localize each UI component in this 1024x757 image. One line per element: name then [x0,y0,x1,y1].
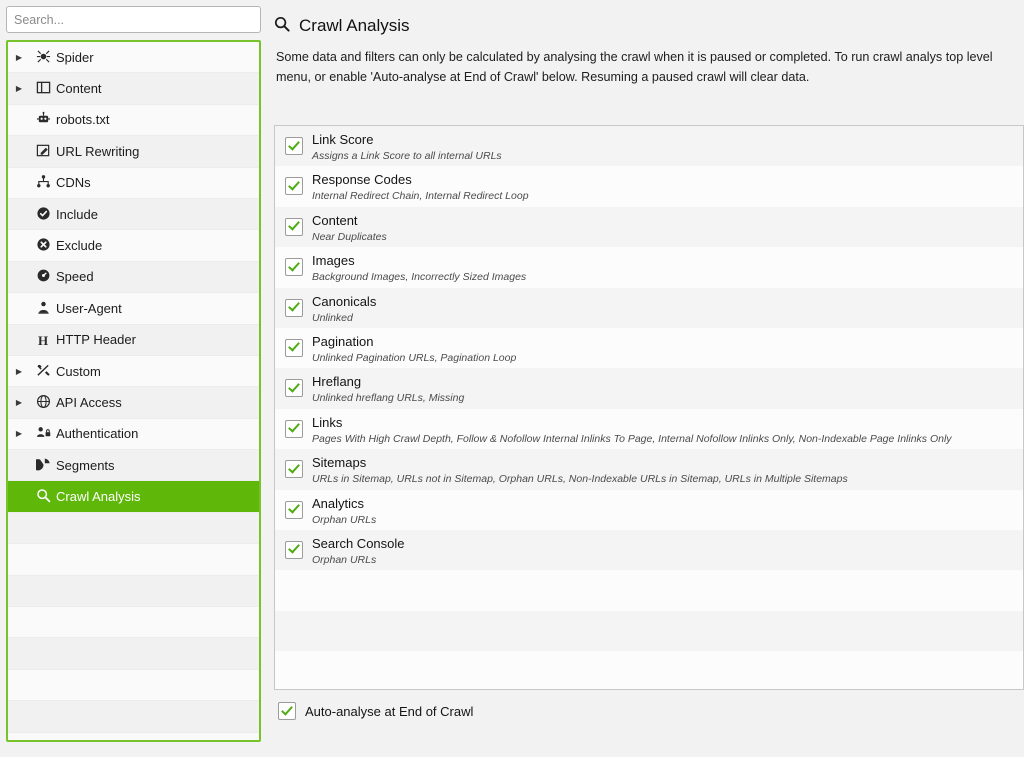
sidebar-item-robots-txt[interactable] [8,105,259,136]
sidebar-empty-row [8,544,259,575]
expand-arrow-icon[interactable]: ▶ [15,366,23,376]
robot-icon [30,111,56,128]
analysis-option-row[interactable] [275,409,1023,449]
sidebar-item-label: HTTP Header [56,332,136,348]
http-header-icon: H [37,332,49,348]
analysis-option-checkbox[interactable] [285,501,303,519]
analysis-option-checkbox[interactable] [285,379,303,397]
sidebar-item-cdns[interactable] [8,168,259,199]
analysis-option-checkbox[interactable] [285,420,303,438]
tools-icon [30,363,56,380]
globe-icon [30,394,56,411]
sidebar-item-label: User-Agent [56,300,122,316]
segments-icon [30,457,56,474]
sidebar-item-label: Authentication [56,426,139,442]
expand-arrow-icon[interactable]: ▶ [15,429,23,439]
sidebar-item-label: Segments [56,457,115,473]
expand-arrow-icon[interactable]: ▶ [15,84,23,94]
search-input[interactable] [6,6,261,33]
analysis-empty-row [275,651,1023,690]
analysis-option-checkbox[interactable] [285,218,303,236]
sidebar-item-url-rewriting[interactable] [8,136,259,167]
sidebar-empty-row [8,513,259,544]
x-circle-icon [30,237,56,254]
analysis-option-row[interactable] [275,207,1023,247]
speedometer-icon [30,268,56,285]
cdn-network-icon [30,174,56,191]
sidebar-item-content[interactable] [8,73,259,104]
sidebar-item-include[interactable] [8,199,259,230]
analysis-option-detail: Pages With High Crawl Depth, Follow & Nofollow Internal Inlinks To Page, Internal Nofollow Inlinks Only, Non-Indexable Page Inlinks Only [312,432,952,445]
analysis-option-label: Analytics [312,495,365,511]
analysis-option-checkbox[interactable] [285,541,303,559]
analysis-option-label: Sitemaps [312,455,367,471]
auto-analyse-label: Auto-analyse at End of Crawl [305,703,474,719]
pencil-box-icon [30,143,56,160]
analysis-option-label: Pagination [312,333,374,349]
analysis-option-checkbox[interactable] [285,137,303,155]
page-header [268,0,1024,42]
sidebar-item-label: API Access [56,394,122,410]
sidebar-item-label: Custom [56,363,101,379]
content-icon [30,80,56,97]
settings-sidebar [6,6,261,742]
analysis-option-row[interactable] [275,328,1023,368]
sidebar-item-exclude[interactable] [8,230,259,261]
expand-arrow-icon[interactable]: ▶ [15,397,23,407]
expand-arrow-icon[interactable]: ▶ [15,52,23,62]
sidebar-empty-row [8,701,259,732]
analysis-option-label: Link Score [312,132,374,147]
crawl-analysis-pane [268,0,1024,757]
analysis-option-detail: Near Duplicates [312,230,387,243]
sidebar-item-label: Speed [56,269,94,285]
spider-icon [30,49,56,66]
analysis-option-detail: Unlinked [312,311,353,324]
analysis-option-row[interactable] [275,368,1023,408]
sidebar-item-label: Exclude [56,238,103,254]
sidebar-empty-row [8,576,259,607]
analysis-option-label: Canonicals [312,293,377,309]
check-circle-icon [30,206,56,223]
analysis-option-detail: Assigns a Link Score to all internal URLs [312,150,502,162]
sidebar-item-speed[interactable] [8,262,259,293]
analysis-option-detail: Orphan URLs [312,513,377,526]
analysis-option-label: Links [312,414,343,430]
analysis-option-checkbox[interactable] [285,339,303,357]
analysis-option-checkbox[interactable] [285,299,303,317]
analysis-option-checkbox[interactable] [285,177,303,195]
analysis-option-checkbox[interactable] [285,460,303,478]
sidebar-item-crawl-analysis[interactable] [8,481,259,512]
analysis-empty-row [275,611,1023,651]
analysis-option-detail: Unlinked hreflang URLs, Missing [312,392,465,405]
sidebar-empty-row [8,670,259,701]
analysis-option-detail: Internal Redirect Chain, Internal Redirect Loop [312,190,529,203]
sidebar-item-spider[interactable] [8,42,259,73]
user-agent-icon [30,300,56,317]
sidebar-item-label: Spider [56,49,94,65]
sidebar-item-http-header[interactable] [8,325,259,356]
sidebar-empty-row [8,733,259,742]
analysis-option-detail: URLs in Sitemap, URLs not in Sitemap, Orphan URLs, Non-Indexable URLs in Sitemap, URLs in Multiple Sitemaps [312,473,848,486]
sidebar-item-authentication[interactable] [8,419,259,450]
analysis-option-label: Response Codes [312,172,412,188]
analysis-option-row[interactable] [275,288,1023,328]
analysis-option-label: Hreflang [312,374,362,390]
description-text: Some data and filters can only be calculated by analysing the crawl when it is paused or completed. To run crawl analys top level menu, or enable 'Auto-analyse at End of Crawl' below. Resuming a paused crawl will clear data. [276,50,993,84]
magnifier-icon [30,488,56,505]
sidebar-item-label: Include [56,206,98,222]
auto-analyse-row[interactable] [274,702,1024,720]
sidebar-item-label: Content [56,81,102,97]
sidebar-item-label: URL Rewriting [56,143,140,159]
sidebar-item-segments[interactable] [8,450,259,481]
analysis-option-detail: Orphan URLs [312,553,377,566]
sidebar-item-label: Crawl Analysis [56,489,141,505]
sidebar-item-api-access[interactable] [8,387,259,418]
analysis-option-detail: Unlinked Pagination URLs, Pagination Loop [312,351,517,364]
sidebar-empty-row [8,638,259,669]
analysis-option-checkbox[interactable] [285,258,303,276]
sidebar-empty-row [8,607,259,638]
analysis-option-row[interactable] [275,490,1023,530]
auto-analyse-checkbox[interactable] [278,702,296,720]
sidebar-item-label: CDNs [56,175,91,191]
analysis-option-label: Search Console [312,535,405,551]
analysis-option-label: Content [312,212,358,228]
sidebar-item-user-agent[interactable] [8,293,259,324]
analysis-option-row[interactable] [275,247,1023,287]
analysis-option-row[interactable] [275,449,1023,489]
analysis-option-row[interactable] [275,166,1023,206]
analysis-option-detail: Background Images, Incorrectly Sized Images [312,271,527,284]
analysis-option-row[interactable] [275,126,1023,166]
sidebar-item-custom[interactable] [8,356,259,387]
page-title: Crawl Analysis [299,15,410,35]
analysis-options-list[interactable] [274,125,1024,690]
users-lock-icon [30,425,56,442]
magnifier-icon [274,16,290,37]
analysis-empty-row [275,570,1023,610]
settings-tree[interactable] [6,40,261,742]
analysis-option-row[interactable] [275,530,1023,570]
sidebar-item-label: robots.txt [56,112,110,128]
analysis-option-label: Images [312,253,355,269]
